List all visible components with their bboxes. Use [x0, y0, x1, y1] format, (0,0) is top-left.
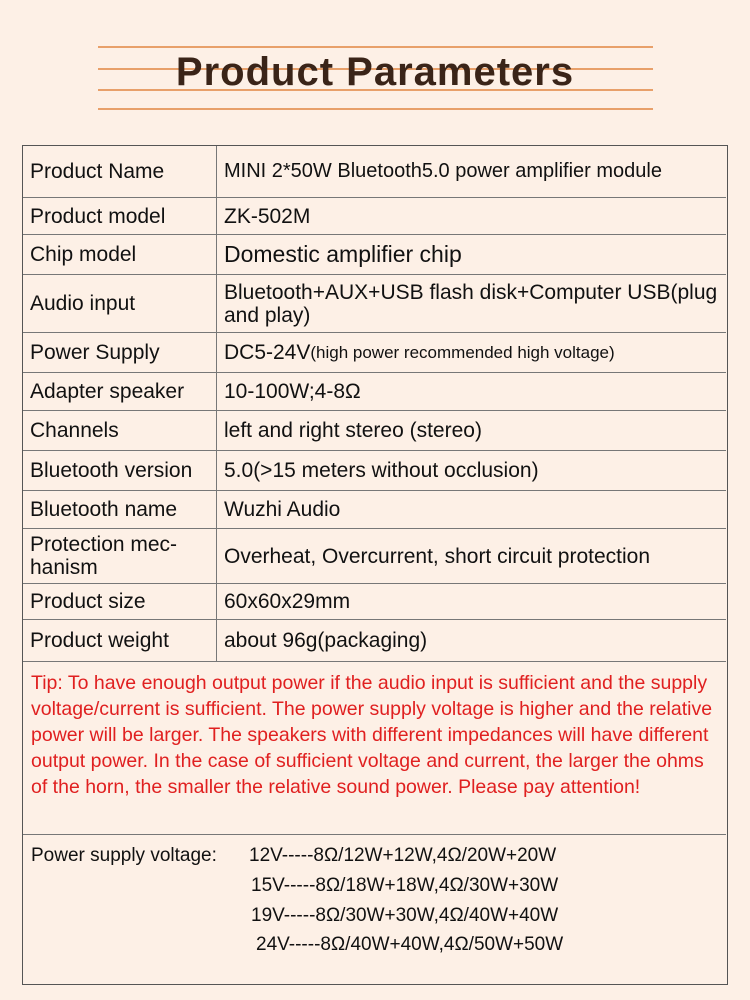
- row-value: 60x60x29mm: [224, 590, 351, 613]
- table-row: [23, 529, 726, 584]
- row-label: Power Supply: [23, 333, 217, 372]
- row-value: 5.0(>15 meters without occlusion): [224, 459, 539, 482]
- row-label: Protection mec-hanism: [23, 529, 217, 583]
- supply-label: Power supply voltage:: [31, 845, 217, 866]
- table-row: [23, 146, 726, 198]
- supply-line: 12V-----8Ω/12W+12W,4Ω/20W+20W: [249, 845, 557, 866]
- row-label: Adapter speaker: [23, 373, 217, 410]
- parameters-table: [22, 145, 728, 985]
- supply-line: 24V-----8Ω/40W+40W,4Ω/50W+50W: [256, 934, 564, 955]
- row-value: [218, 333, 726, 372]
- table-row: [23, 235, 726, 275]
- title-banner: [0, 0, 750, 140]
- row-label: Bluetooth name: [23, 491, 217, 528]
- row-value: ZK-502M: [224, 204, 311, 228]
- row-label: Product weight: [23, 620, 217, 661]
- tip-section: [23, 662, 726, 835]
- page-title: Product Parameters: [175, 50, 575, 94]
- supply-line: 19V-----8Ω/30W+30W,4Ω/40W+40W: [251, 905, 559, 926]
- tip-text: Tip: To have enough output power if the audio input is sufficient and the supply voltage/current is sufficient. The power supply voltage is higher and the relative power will be larger. The speakers with different impedances will have different output power. In the case of sufficient voltage and current, the larger the ohms of the horn, the smaller the relative sound power. Please pay attention!: [31, 672, 713, 798]
- row-value: Wuzhi Audio: [224, 498, 341, 521]
- table-row: [23, 411, 726, 451]
- voltage-note: (high power recommended high voltage): [310, 343, 615, 362]
- row-label: Channels: [23, 411, 217, 450]
- row-value: Overheat, Overcurrent, short circuit protection: [224, 544, 650, 568]
- table-row: [23, 198, 726, 235]
- table-row: [23, 333, 726, 373]
- row-label: Bluetooth version: [23, 451, 217, 490]
- row-value: left and right stereo (stereo): [224, 419, 482, 442]
- table-row: [23, 451, 726, 491]
- row-value: 10-100W;4-8Ω: [224, 380, 361, 403]
- row-label: Product model: [23, 198, 217, 234]
- row-value: about 96g(packaging): [224, 629, 428, 652]
- row-value: MINI 2*50W Bluetooth5.0 power amplifier module: [224, 160, 662, 182]
- row-label: Product Name: [23, 146, 217, 197]
- table-row: [23, 373, 726, 411]
- table-row: [23, 491, 726, 529]
- row-value: Bluetooth+AUX+USB flash disk+Computer USB(plug and play): [224, 280, 718, 327]
- voltage-range: DC5-24V: [224, 341, 311, 364]
- row-value: Domestic amplifier chip: [224, 241, 462, 267]
- table-row: [23, 620, 726, 662]
- row-label: Audio input: [23, 275, 217, 332]
- supply-line: 15V-----8Ω/18W+18W,4Ω/30W+30W: [251, 875, 559, 896]
- row-label: Product size: [23, 584, 217, 619]
- decor-line: [98, 46, 653, 48]
- table-row: [23, 275, 726, 333]
- table-row: [23, 584, 726, 620]
- supply-section: [23, 835, 726, 985]
- decor-line: [98, 108, 653, 110]
- row-label: Chip model: [23, 235, 217, 274]
